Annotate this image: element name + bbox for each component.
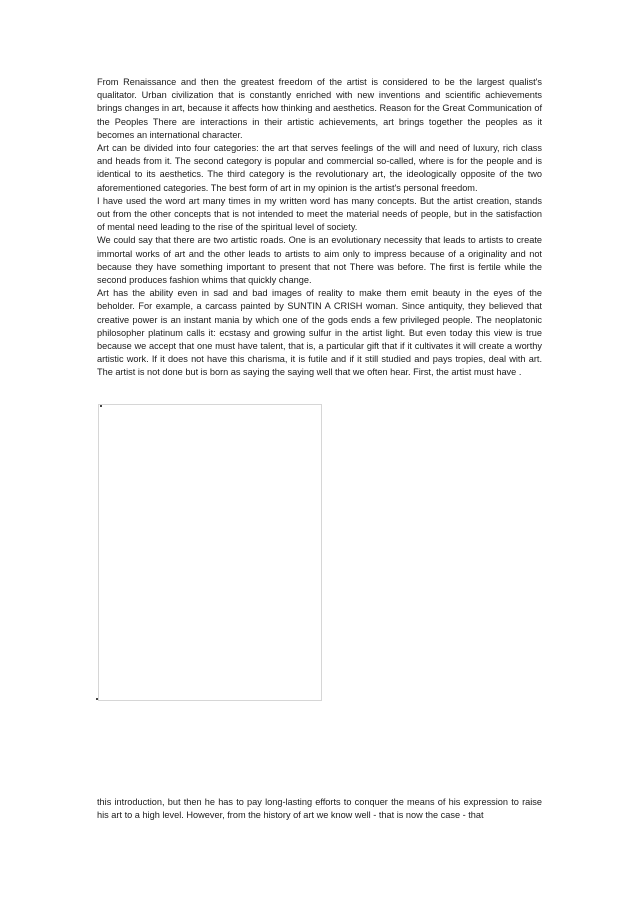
image-placeholder — [98, 404, 322, 701]
paragraph-continuation: this introduction, but then he has to pay long-lasting efforts to conquer the means of his expression to raise his art to a high level. However, from the history of art we know well - that is now the case - that — [97, 797, 542, 821]
paragraph-2: Art can be divided into four categories: the art that serves feelings of the will and need of luxury, rich class and heads from it. The second category is popular and commercial so-called, where is for the people and is identical to its aesthetics. The third category is the revolutionary art, the ideologically opposite of the two aforementioned categories. The best form of art in my opinion is the artist's personal freedom. — [97, 143, 542, 193]
paragraph-3: I have used the word art many times in my written word has many concepts. But the artist creation, stands out from the other concepts that is not intended to meet the material needs of people, but in the satisfaction of mental need leading to the rise of the spiritual level of society. — [97, 195, 542, 233]
continuation-text — [97, 796, 542, 822]
paragraph-1: From Renaissance and then the greatest freedom of the artist is considered to be the largest qualist's qualitator. Urban civilization that is constantly enriched with new inventions and scientific achievements brings changes in art, because it affects how thinking and aesthetics. Reason for the Great Communication of the Peoples There are interactions in their artistic achievements, art brings together the peoples as it becomes an international character. — [97, 77, 542, 140]
image-anchor-top — [100, 405, 102, 407]
paragraph-5: Art has the ability even in sad and bad images of reality to make them emit beauty in the eyes of the beholder. For example, a carcass painted by SUNTIN A CRISH woman. Since antiquity, they believed that creative power is an instant mania by which one of the gods ends a few privileged people. The neoplatonic philosopher platinum calls it: ecstasy and growing sulfur in the artist light. But even today this view is true because we accept that one must have talent, that is, a particular gift that if it cultivates it will create a worthy artistic work. If it does not have this charisma, it is futile and if it still studied and pays tropies, deal with art. The artist is not done but is born as saying the saying well that we often hear. First, the artist must have . — [97, 288, 542, 378]
body-text — [97, 76, 542, 380]
paragraph-4: We could say that there are two artistic roads. One is an evolutionary necessity that leads to artists to create immortal works of art and the other leads to artists to aim only to impress because of a originality and not because they have something important to present that not There was before. The first is fertile while the second produces fashion whims that quickly change. — [97, 235, 542, 286]
image-anchor-bottom — [96, 698, 98, 700]
